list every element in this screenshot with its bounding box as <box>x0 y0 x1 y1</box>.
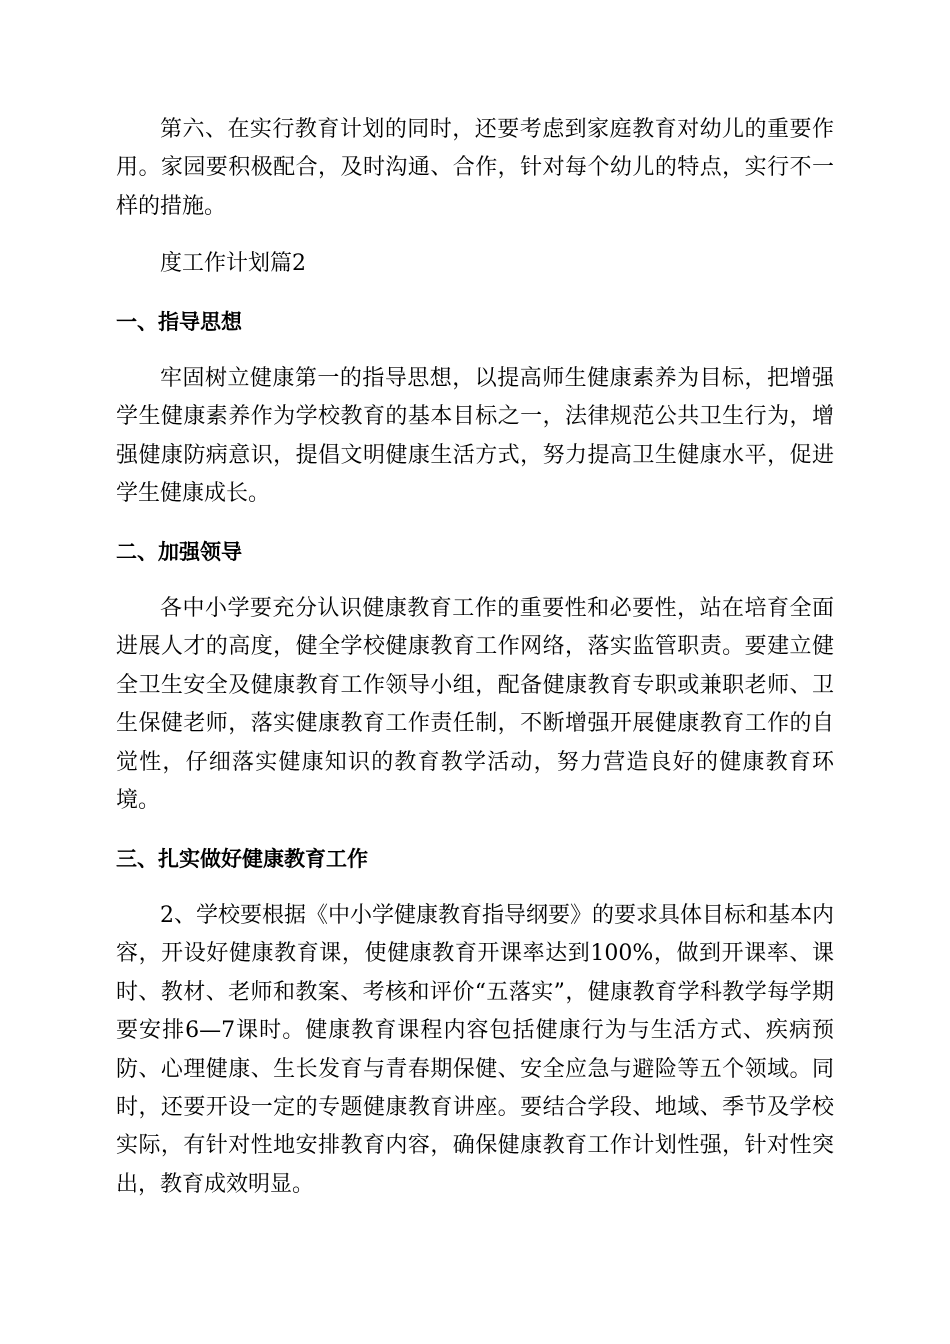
heading-strengthen-leadership: 二、加强领导 <box>116 539 242 564</box>
paragraph-guiding-ideology: 牢固树立健康第一的指导思想，以提高师生健康素养为目标，把增强学生健康素养作为学校教育的基本目标之一，法律规范公共卫生行为，增强健康防病意识，提倡文明健康生活方式，努力提高卫生健康水平，促进学生健康成长。 <box>116 366 834 507</box>
section-title-plan-2: 度工作计划篇2 <box>160 251 306 277</box>
heading-guiding-ideology: 一、指导思想 <box>116 309 242 334</box>
paragraph-family-education: 第六、在实行教育计划的同时，还要考虑到家庭教育对幼儿的重要作用。家园要积极配合，及时沟通、合作，针对每个幼儿的特点，实行不一样的措施。 <box>116 117 834 219</box>
heading-health-education-work: 三、扎实做好健康教育工作 <box>116 846 368 871</box>
document-body <box>116 111 834 1223</box>
paragraph-health-education-work: 2、学校要根据《中小学健康教育指导纲要》的要求具体目标和基本内容，开设好健康教育课，使健康教育开课率达到100%，做到开课率、课时、教材、老师和教案、考核和评价“五落实”，健康教育学科教学每学期要安排6—7课时。健康教育课程内容包括健康行为与生活方式、疾病预防、心理健康、生长发育与青春期保健、安全应急与避险等五个领域。同时，还要开设一定的专题健康教育讲座。要结合学段、地域、季节及学校实际，有针对性地安排教育内容，确保健康教育工作计划性强，针对性突出，教育成效明显。 <box>116 902 834 1197</box>
paragraph-strengthen-leadership: 各中小学要充分认识健康教育工作的重要性和必要性，站在培育全面进展人才的高度，健全学校健康教育工作网络，落实监管职责。要建立健全卫生安全及健康教育工作领导小组，配备健康教育专职或兼职老师、卫生保健老师，落实健康教育工作责任制，不断增强开展健康教育工作的自觉性，仔细落实健康知识的教育教学活动，努力营造良好的健康教育环境。 <box>116 596 834 814</box>
